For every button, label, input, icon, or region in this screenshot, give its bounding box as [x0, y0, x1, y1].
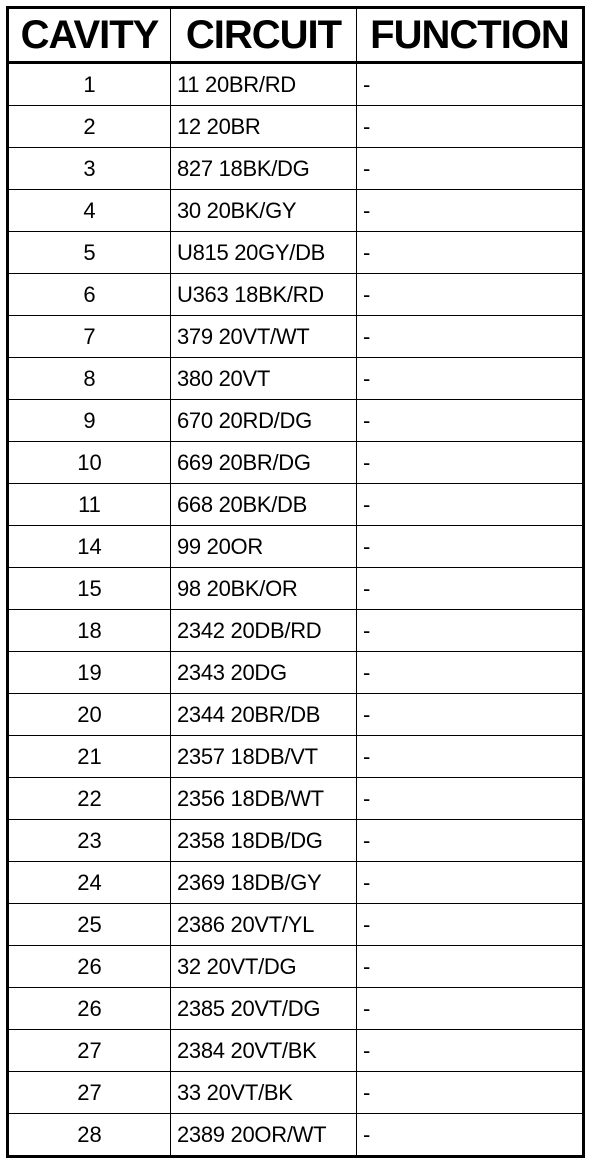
header-row	[8, 8, 584, 63]
table-row	[8, 610, 584, 652]
circuit-cell: 32 20VT/DG	[171, 946, 357, 988]
cavity-cell: 28	[8, 1114, 171, 1157]
connector-pinout-table	[6, 6, 585, 1158]
function-cell: -	[357, 652, 584, 694]
circuit-cell: 2386 20VT/YL	[171, 904, 357, 946]
circuit-cell: 2357 18DB/VT	[171, 736, 357, 778]
function-cell: -	[357, 736, 584, 778]
circuit-cell: 668 20BK/DB	[171, 484, 357, 526]
cavity-cell: 9	[8, 400, 171, 442]
table-row	[8, 400, 584, 442]
function-cell: -	[357, 232, 584, 274]
cavity-cell: 23	[8, 820, 171, 862]
function-cell: -	[357, 862, 584, 904]
function-cell: -	[357, 442, 584, 484]
table-row	[8, 1114, 584, 1157]
table-row	[8, 862, 584, 904]
cavity-cell: 5	[8, 232, 171, 274]
cavity-cell: 14	[8, 526, 171, 568]
column-header-cavity: CAVITY	[8, 8, 171, 63]
cavity-cell: 20	[8, 694, 171, 736]
table-row	[8, 232, 584, 274]
table-row	[8, 1072, 584, 1114]
table-row	[8, 652, 584, 694]
table-row	[8, 63, 584, 106]
function-cell: -	[357, 904, 584, 946]
cavity-cell: 2	[8, 106, 171, 148]
cavity-cell: 1	[8, 63, 171, 106]
circuit-cell: 98 20BK/OR	[171, 568, 357, 610]
function-cell: -	[357, 820, 584, 862]
function-cell: -	[357, 358, 584, 400]
function-cell: -	[357, 988, 584, 1030]
cavity-cell: 4	[8, 190, 171, 232]
circuit-cell: 30 20BK/GY	[171, 190, 357, 232]
cavity-cell: 26	[8, 946, 171, 988]
function-cell: -	[357, 1072, 584, 1114]
function-cell: -	[357, 526, 584, 568]
table-row	[8, 274, 584, 316]
table-row	[8, 694, 584, 736]
cavity-cell: 7	[8, 316, 171, 358]
column-header-circuit: CIRCUIT	[171, 8, 357, 63]
function-cell: -	[357, 400, 584, 442]
circuit-cell: 2342 20DB/RD	[171, 610, 357, 652]
cavity-cell: 8	[8, 358, 171, 400]
function-cell: -	[357, 1030, 584, 1072]
table-row	[8, 988, 584, 1030]
function-cell: -	[357, 946, 584, 988]
table-row	[8, 820, 584, 862]
table-row	[8, 568, 584, 610]
function-cell: -	[357, 63, 584, 106]
circuit-cell: 670 20RD/DG	[171, 400, 357, 442]
circuit-cell: 379 20VT/WT	[171, 316, 357, 358]
cavity-cell: 6	[8, 274, 171, 316]
cavity-cell: 27	[8, 1030, 171, 1072]
function-cell: -	[357, 274, 584, 316]
column-header-function: FUNCTION	[357, 8, 584, 63]
cavity-cell: 21	[8, 736, 171, 778]
circuit-cell: 12 20BR	[171, 106, 357, 148]
cavity-cell: 26	[8, 988, 171, 1030]
table-row	[8, 1030, 584, 1072]
cavity-cell: 15	[8, 568, 171, 610]
function-cell: -	[357, 1114, 584, 1157]
table-row	[8, 316, 584, 358]
circuit-cell: 2344 20BR/DB	[171, 694, 357, 736]
circuit-cell: 11 20BR/RD	[171, 63, 357, 106]
circuit-cell: 827 18BK/DG	[171, 148, 357, 190]
circuit-cell: 2356 18DB/WT	[171, 778, 357, 820]
circuit-cell: 2369 18DB/GY	[171, 862, 357, 904]
circuit-cell: 2385 20VT/DG	[171, 988, 357, 1030]
table-row	[8, 358, 584, 400]
cavity-cell: 10	[8, 442, 171, 484]
function-cell: -	[357, 694, 584, 736]
table-row	[8, 442, 584, 484]
function-cell: -	[357, 484, 584, 526]
function-cell: -	[357, 778, 584, 820]
table-row	[8, 106, 584, 148]
table-row	[8, 190, 584, 232]
circuit-cell: U815 20GY/DB	[171, 232, 357, 274]
table-body	[8, 63, 584, 1157]
circuit-cell: 2358 18DB/DG	[171, 820, 357, 862]
table-row	[8, 148, 584, 190]
cavity-cell: 18	[8, 610, 171, 652]
function-cell: -	[357, 148, 584, 190]
function-cell: -	[357, 610, 584, 652]
table-row	[8, 946, 584, 988]
cavity-cell: 27	[8, 1072, 171, 1114]
cavity-cell: 24	[8, 862, 171, 904]
circuit-cell: 99 20OR	[171, 526, 357, 568]
cavity-cell: 3	[8, 148, 171, 190]
circuit-cell: U363 18BK/RD	[171, 274, 357, 316]
circuit-cell: 33 20VT/BK	[171, 1072, 357, 1114]
cavity-cell: 11	[8, 484, 171, 526]
function-cell: -	[357, 568, 584, 610]
table-row	[8, 904, 584, 946]
cavity-cell: 22	[8, 778, 171, 820]
table-row	[8, 484, 584, 526]
cavity-cell: 25	[8, 904, 171, 946]
function-cell: -	[357, 316, 584, 358]
table-row	[8, 778, 584, 820]
circuit-cell: 2389 20OR/WT	[171, 1114, 357, 1157]
function-cell: -	[357, 106, 584, 148]
function-cell: -	[357, 190, 584, 232]
table-row	[8, 736, 584, 778]
circuit-cell: 669 20BR/DG	[171, 442, 357, 484]
circuit-cell: 2343 20DG	[171, 652, 357, 694]
table-row	[8, 526, 584, 568]
cavity-cell: 19	[8, 652, 171, 694]
circuit-cell: 380 20VT	[171, 358, 357, 400]
circuit-cell: 2384 20VT/BK	[171, 1030, 357, 1072]
